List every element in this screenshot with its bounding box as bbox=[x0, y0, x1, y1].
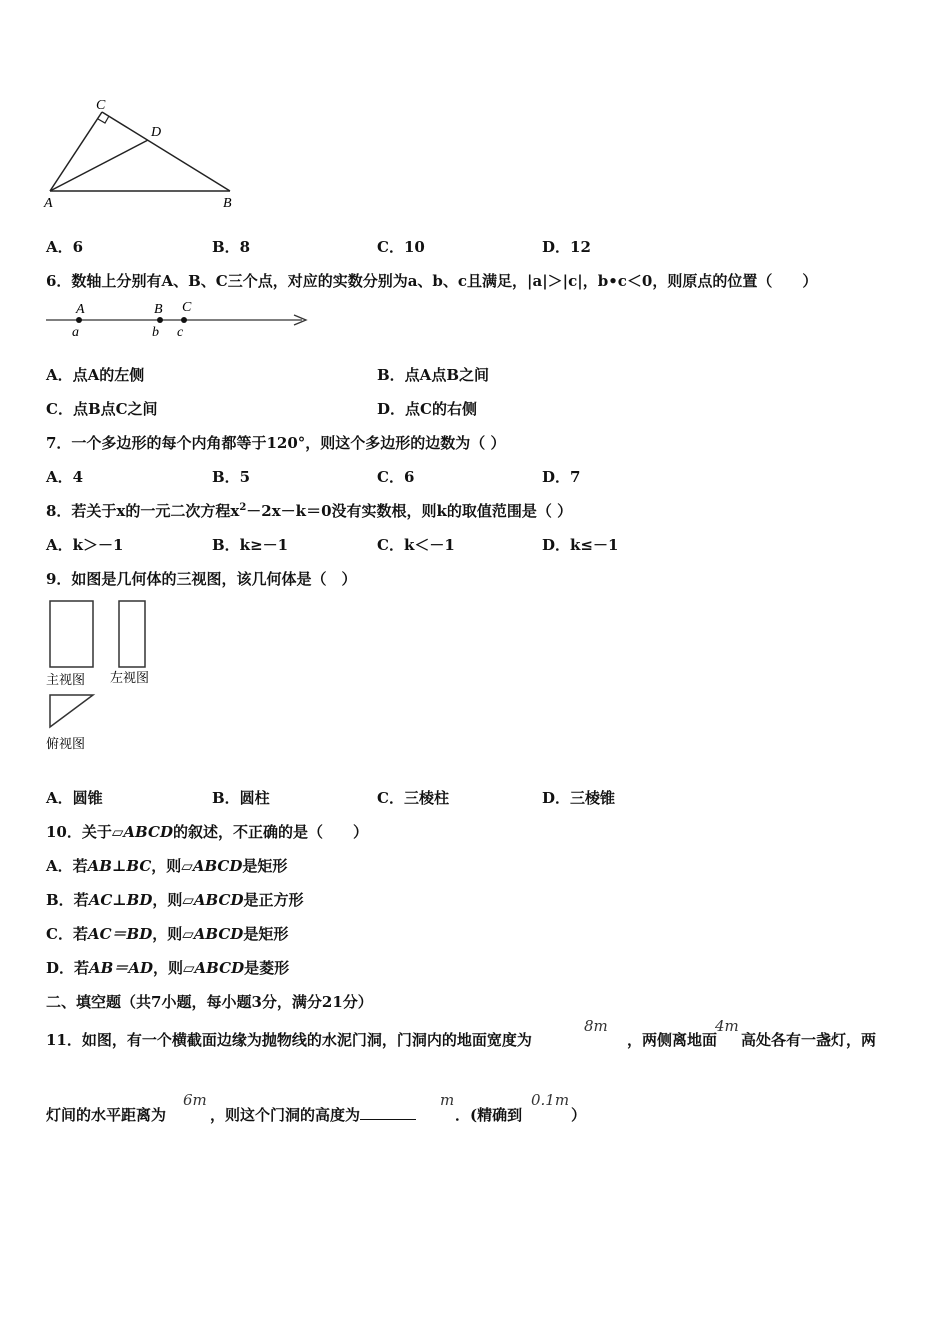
front-view-label: 主视图 bbox=[46, 673, 86, 688]
option-prefix: B．若 bbox=[46, 891, 89, 909]
option-connector: ，则 bbox=[152, 925, 183, 943]
segment-AD bbox=[50, 140, 148, 191]
number-line-figure bbox=[44, 298, 314, 343]
q6-option-d[interactable]: D．点C的右侧 bbox=[377, 400, 477, 418]
q8-option-b[interactable]: B．k≥－1 bbox=[212, 536, 289, 554]
option-prefix: D．若 bbox=[46, 959, 90, 977]
segment-CB bbox=[102, 112, 230, 191]
q9-option-a[interactable]: A．圆锥 bbox=[46, 789, 103, 807]
label-lower-a: a bbox=[72, 325, 79, 340]
option-prefix: A．若 bbox=[46, 857, 88, 875]
point-c bbox=[181, 317, 187, 323]
q10-option-c[interactable] bbox=[46, 923, 288, 944]
label-lower-c: c bbox=[177, 325, 184, 340]
q11-line2-mid bbox=[210, 1104, 416, 1125]
q11-unit-height: 4m bbox=[715, 1017, 739, 1035]
q11-question-text: ，则这个门洞的高度为 bbox=[210, 1106, 361, 1124]
q10-stem-part2: 的叙述，不正确的是（ ） bbox=[172, 823, 368, 841]
q11-unit-width: 8m bbox=[584, 1017, 608, 1035]
segment-AC bbox=[50, 112, 102, 191]
q7-option-b[interactable]: B．5 bbox=[212, 468, 251, 486]
answer-blank[interactable] bbox=[360, 1105, 416, 1120]
option-conclusion: 是正方形 bbox=[243, 891, 304, 909]
q7-option-a[interactable]: A．4 bbox=[46, 468, 84, 486]
q10-parallelogram: ▱ABCD bbox=[111, 823, 173, 841]
label-A: A bbox=[44, 196, 53, 211]
triangle-figure bbox=[40, 95, 250, 215]
option-parallelogram: ▱ABCD bbox=[181, 857, 243, 875]
q11-unit-answer: m bbox=[440, 1091, 455, 1109]
q9-option-b[interactable]: B．圆柱 bbox=[212, 789, 270, 807]
label-C: C bbox=[96, 98, 106, 113]
option-parallelogram: ▱ABCD bbox=[182, 891, 244, 909]
q6-option-a[interactable]: A．点A的左侧 bbox=[46, 366, 145, 384]
q11-precision-text: ．(精确到 bbox=[455, 1106, 523, 1124]
option-prefix: C．若 bbox=[46, 925, 88, 943]
three-views-figure bbox=[44, 596, 174, 756]
q6-option-c[interactable]: C．点B点C之间 bbox=[46, 400, 158, 418]
label-D: D bbox=[151, 125, 162, 140]
label-upper-a: A bbox=[76, 302, 85, 317]
front-view-rect bbox=[50, 601, 93, 667]
option-conclusion: 是矩形 bbox=[242, 857, 288, 875]
left-view-rect bbox=[119, 601, 145, 667]
q5-option-c[interactable]: C．10 bbox=[377, 238, 425, 256]
option-parallelogram: ▱ABCD bbox=[183, 959, 245, 977]
top-view-label: 俯视图 bbox=[46, 737, 86, 752]
q5-option-a[interactable]: A．6 bbox=[46, 238, 84, 256]
q6-option-b[interactable]: B．点A点B之间 bbox=[377, 366, 489, 384]
label-B: B bbox=[223, 196, 232, 211]
q10-option-a[interactable] bbox=[46, 855, 287, 876]
q8-stem bbox=[46, 500, 572, 521]
q5-option-b[interactable]: B．8 bbox=[212, 238, 251, 256]
q8-option-c[interactable]: C．k＜－1 bbox=[377, 536, 455, 554]
q9-stem: 9．如图是几何体的三视图，该几何体是（ ） bbox=[46, 570, 357, 588]
q11-close-paren: ） bbox=[571, 1106, 587, 1124]
q11-unit-distance: 6m bbox=[183, 1091, 207, 1109]
q10-stem-part1: 10．关于 bbox=[46, 823, 112, 841]
q9-option-d[interactable]: D．三棱锥 bbox=[542, 789, 616, 807]
left-view-label: 左视图 bbox=[110, 671, 150, 686]
section-title: 二、填空题（共7小题，每小题3分，满分21分） bbox=[46, 993, 373, 1011]
point-b bbox=[157, 317, 163, 323]
q11-line2: 灯间的水平距离为 bbox=[46, 1106, 167, 1124]
q7-option-d[interactable]: D．7 bbox=[542, 468, 581, 486]
q11-unit-precision: 0.1m bbox=[531, 1091, 570, 1109]
option-condition: AC⊥BD bbox=[88, 891, 153, 909]
option-condition: AB＝AD bbox=[89, 959, 153, 977]
q5-option-d[interactable]: D．12 bbox=[542, 238, 591, 256]
option-conclusion: 是菱形 bbox=[244, 959, 290, 977]
q11-line1-end: 高处各有一盏灯，两 bbox=[741, 1031, 877, 1049]
q7-stem: 7．一个多边形的每个内角都等于120°，则这个多边形的边数为（ ） bbox=[46, 434, 506, 452]
q11-line1-mid: ，两侧离地面 bbox=[627, 1031, 718, 1049]
top-view-triangle bbox=[50, 695, 93, 727]
option-conclusion: 是矩形 bbox=[243, 925, 289, 943]
right-angle-mark bbox=[98, 116, 109, 123]
q7-option-c[interactable]: C．6 bbox=[377, 468, 415, 486]
q10-option-b[interactable] bbox=[46, 889, 303, 910]
q8-option-a[interactable]: A．k＞－1 bbox=[46, 536, 124, 554]
q8-stem-part2: －2x－k＝0没有实数根，则k的取值范围是（ ） bbox=[246, 502, 573, 520]
option-connector: ，则 bbox=[152, 891, 183, 909]
q6-stem: 6．数轴上分别有A、B、C三个点，对应的实数分别为a、b、c且满足，|a|＞|c|，b•c＜0，则原点的位置（ ） bbox=[46, 272, 818, 290]
q8-superscript: 2 bbox=[239, 502, 247, 513]
q9-option-c[interactable]: C．三棱柱 bbox=[377, 789, 449, 807]
label-upper-b: B bbox=[154, 302, 163, 317]
label-upper-c: C bbox=[182, 300, 192, 315]
label-lower-b: b bbox=[152, 325, 159, 340]
point-a bbox=[76, 317, 82, 323]
option-connector: ，则 bbox=[152, 959, 183, 977]
option-parallelogram: ▱ABCD bbox=[182, 925, 244, 943]
q10-option-d[interactable] bbox=[46, 957, 289, 978]
q8-stem-part1: 8．若关于x的一元二次方程x bbox=[46, 502, 240, 520]
q10-stem bbox=[46, 821, 368, 842]
q8-option-d[interactable]: D．k≤－1 bbox=[542, 536, 619, 554]
option-condition: AC＝BD bbox=[87, 925, 153, 943]
q11-line1: 11．如图，有一个横截面边缘为抛物线的水泥门洞，门洞内的地面宽度为 bbox=[46, 1031, 532, 1049]
option-condition: AB⊥BC bbox=[87, 857, 152, 875]
option-connector: ，则 bbox=[151, 857, 182, 875]
